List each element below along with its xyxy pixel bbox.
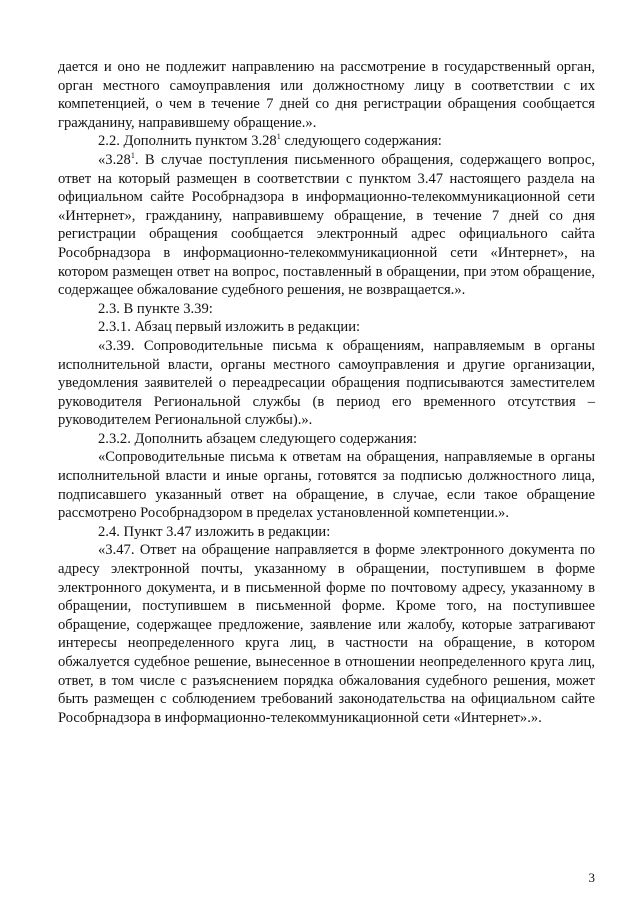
paragraph [58,448,595,522]
paragraph-text: 2.3. В пункте 3.39: [98,300,213,317]
paragraph-text: 2.2. Дополнить пунктом 3.28 [98,133,277,150]
superscript: 1 [276,132,281,142]
paragraph [58,58,595,132]
paragraph-text: «3.39. Сопроводительные письма к обращениям, направляемым в органы исполнительной власти, органы местного самоуправления и другие организации, уведомления заявителей о переадресации обращения подписываются заместителем руководителя Региональной службы (в период его временного отсутствия – руководителем Региональной службы).». [58,337,595,429]
paragraph-text: «3.28 [98,151,131,168]
paragraph [58,318,595,337]
document-page [58,58,595,727]
document-body [58,58,595,727]
paragraph [58,541,595,727]
paragraph [58,523,595,542]
paragraph [58,300,595,319]
paragraph-text: 2.4. Пункт 3.47 изложить в редакции: [98,523,331,540]
paragraph-text: дается и оно не подлежит направлению на рассмотрение в государственный орган, орган местного самоуправления или должностному лицу в соответствии с их компетенцией, о чем в течение 7 дней со дня регистрации обращения сообщается гражданину, направившему обращение.». [58,59,595,131]
paragraph [58,430,595,449]
paragraph-text: «3.47. Ответ на обращение направляется в форме электронного документа по адресу электронной почты, указанному в обращении, поступившем в форме электронного документа, и в письменной форме по почтовому адресу, указанному в обращении, поступившем в письменной форме. Кроме того, на поступившее обращение, содержащее предложение, заявление или жалобу, которые затрагивают интересы неопределенного круга лиц, в частности на обращение, в котором обжалуется судебное решение, вынесенное в отношении неопределенного круга лиц, ответ, в том числе с разъяснением порядка обжалования судебного решения, может быть размещен с соблюдением требований законодательства на официальном сайте Рособрнадзора в информационно-телекоммуникационной сети «Интернет».». [58,542,595,726]
paragraph [58,337,595,430]
superscript: 1 [130,151,135,161]
paragraph-text: «Сопроводительные письма к ответам на обращения, направляемые в органы исполнительной власти и иные органы, готовятся за подписью должностного лица, подписавшего указанный ответ на обращение, в случае, если такое обращение рассмотрено Рособрнадзором в пределах установленной компетенции.». [58,449,595,522]
page-number: 3 [588,870,595,885]
paragraph [58,132,595,151]
paragraph [58,151,595,300]
paragraph-text: 2.3.1. Абзац первый изложить в редакции: [98,319,361,336]
paragraph-text: следующего содержания: [280,133,442,150]
paragraph-text: . В случае поступления письменного обращения, содержащего вопрос, ответ на который размещен в соответствии с пунктом 3.47 настоящего раздела на официальном сайте Рособрнадзора в информационно-телекоммуникационной сети «Интернет», гражданину, направившему обращение, в течение 7 дней со дня регистрации обращения сообщается электронный адрес официального сайта Рособрнадзора в информационно-телекоммуникационной сети «Интернет», на котором размещен ответ на вопрос, поставленный в обращении, при этом обращение, содержащее обжалование судебного решения, не возвращается.». [58,151,595,299]
paragraph-text: 2.3.2. Дополнить абзацем следующего содержания: [98,430,418,447]
